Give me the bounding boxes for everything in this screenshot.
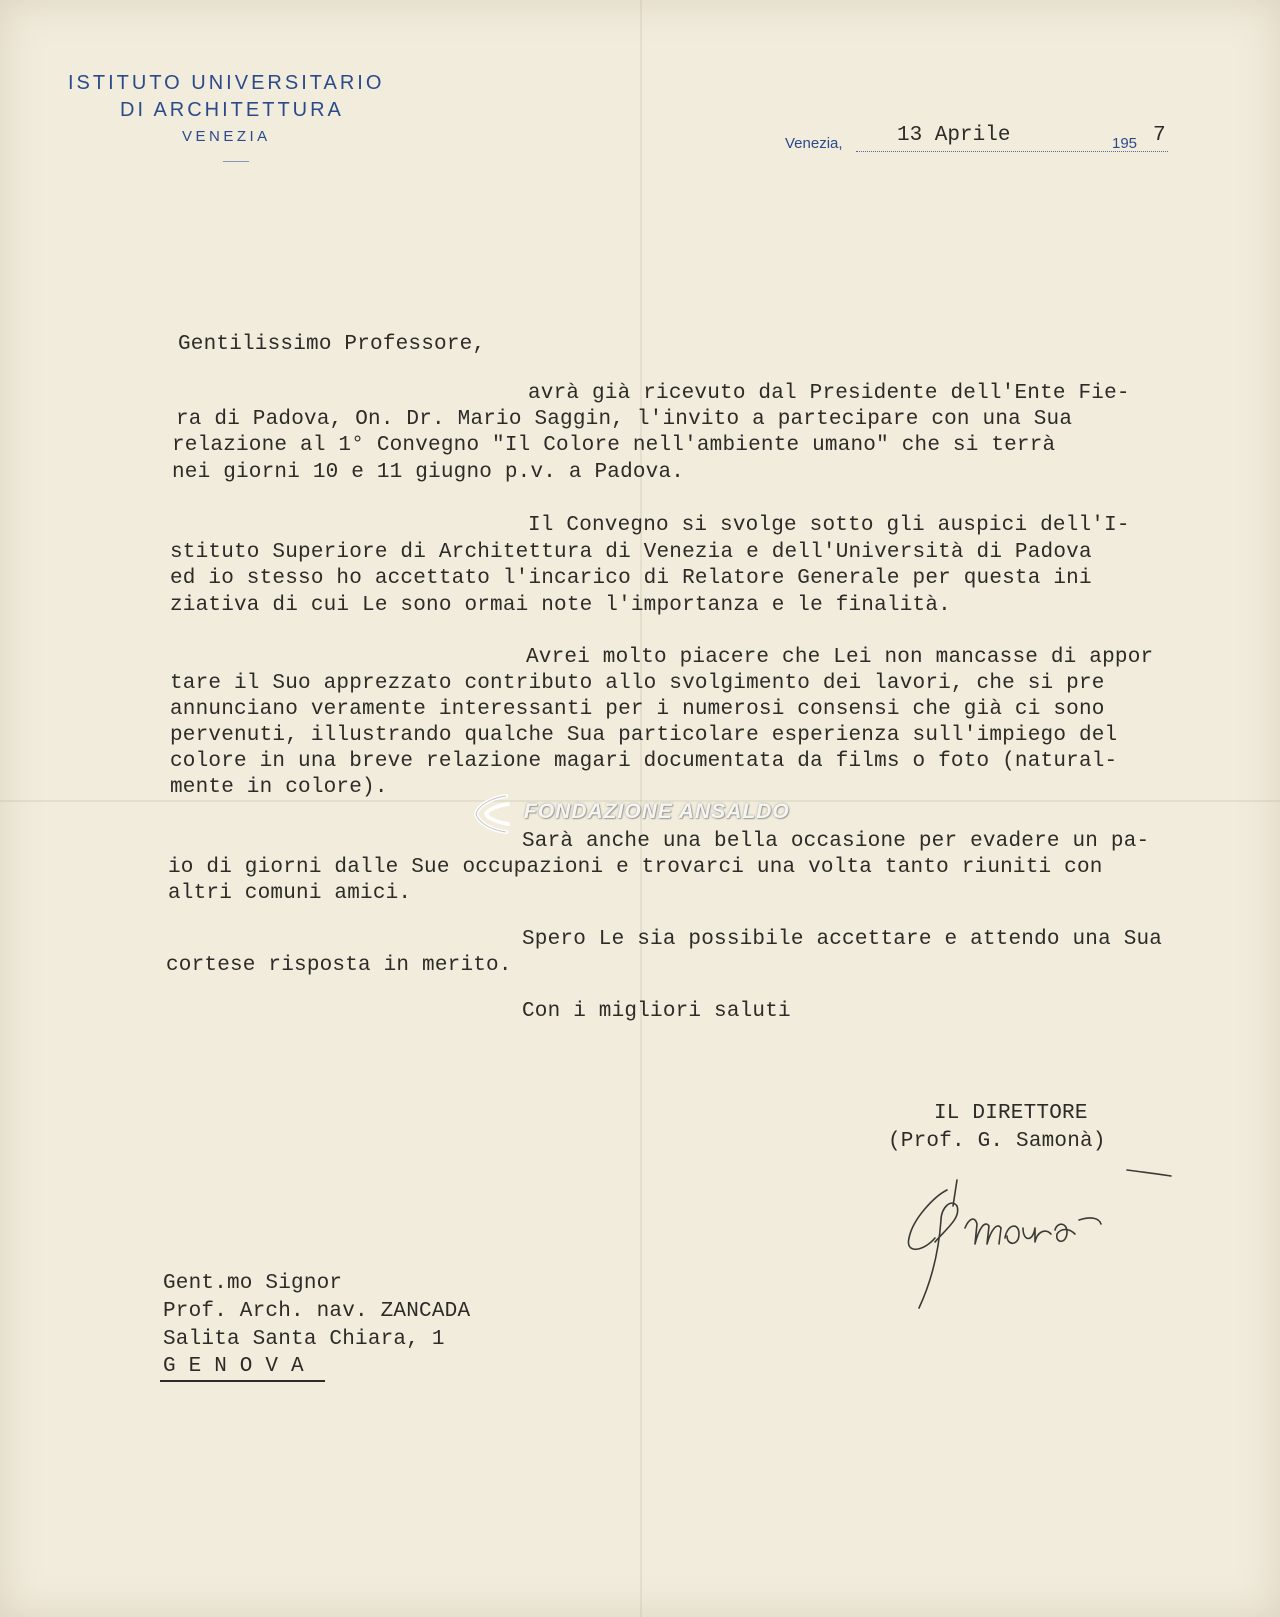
city-underline — [160, 1380, 325, 1382]
body-line: io di giorni dalle Sue occupazioni e trovarci una volta tanto riuniti con — [168, 856, 1103, 879]
fondazione-logo-icon — [468, 790, 520, 836]
body-line: altri comuni amici. — [168, 882, 412, 905]
body-line: stituto Superiore di Architettura di Venezia e dell'Università di Padova — [170, 541, 1092, 564]
body-line: pervenuti, illustrando qualche Sua particolare esperienza sull'impiego del — [170, 724, 1118, 747]
date-place: Venezia, — [785, 135, 843, 152]
body-line: Avrei molto piacere che Lei non mancasse di appor — [526, 646, 1154, 669]
handwritten-signature — [895, 1158, 1205, 1318]
body-line: cortese risposta in merito. — [166, 954, 512, 977]
address-line-1: Gent.mo Signor — [163, 1272, 343, 1295]
letterhead-line-3: VENEZIA — [182, 128, 271, 145]
body-line: Spero Le sia possibile accettare e attendo una Sua — [522, 928, 1163, 951]
address-line-3: Salita Santa Chiara, 1 — [163, 1328, 445, 1351]
letterhead-line-1: ISTITUTO UNIVERSITARIO — [68, 72, 385, 94]
closing: Con i migliori saluti — [522, 1000, 791, 1023]
body-line: Il Convegno si svolge sotto gli auspici dell'I- — [528, 514, 1130, 537]
body-line: nei giorni 10 e 11 giugno p.v. a Padova. — [172, 461, 685, 484]
watermark — [468, 790, 828, 836]
body-line: Sarà anche una bella occasione per evadere un pa- — [522, 830, 1150, 853]
date-day-month: 13 Aprile — [897, 124, 1011, 147]
date-year-suffix: 7 — [1153, 124, 1166, 147]
body-line: relazione al 1° Convegno "Il Colore nell'ambiente umano" che si terrà — [172, 434, 1056, 457]
letterhead-line-2: DI ARCHITETTURA — [120, 99, 344, 121]
body-line: mente in colore). — [170, 776, 388, 799]
watermark-text: FONDAZIONE ANSALDO — [524, 800, 790, 823]
body-line: colore in una breve relazione magari documentata da films o foto (natural- — [170, 750, 1118, 773]
body-line: annunciano veramente interessanti per i numerosi consensi che già ci sono — [170, 698, 1105, 721]
address-city: G E N O V A — [163, 1355, 304, 1378]
address-line-2: Prof. Arch. nav. ZANCADA — [163, 1300, 471, 1323]
signer-name: (Prof. G. Samonà) — [888, 1130, 1106, 1153]
letterhead-rule — [223, 161, 249, 162]
body-line: avrà già ricevuto dal Presidente dell'Ente Fie- — [528, 382, 1130, 405]
body-line: ed io stesso ho accettato l'incarico di Relatore Generale per questa ini — [170, 567, 1092, 590]
salutation: Gentilissimo Professore, — [178, 333, 486, 356]
body-line: tare il Suo apprezzato contributo allo svolgimento dei lavori, che si pre — [170, 672, 1105, 695]
signer-title: IL DIRETTORE — [934, 1102, 1088, 1125]
body-line: ziativa di cui Le sono ormai note l'importanza e le finalità. — [170, 594, 951, 617]
date-year-prefix: 195 — [1112, 135, 1138, 152]
body-line: ra di Padova, On. Dr. Mario Saggin, l'invito a partecipare con una Sua — [176, 408, 1073, 431]
